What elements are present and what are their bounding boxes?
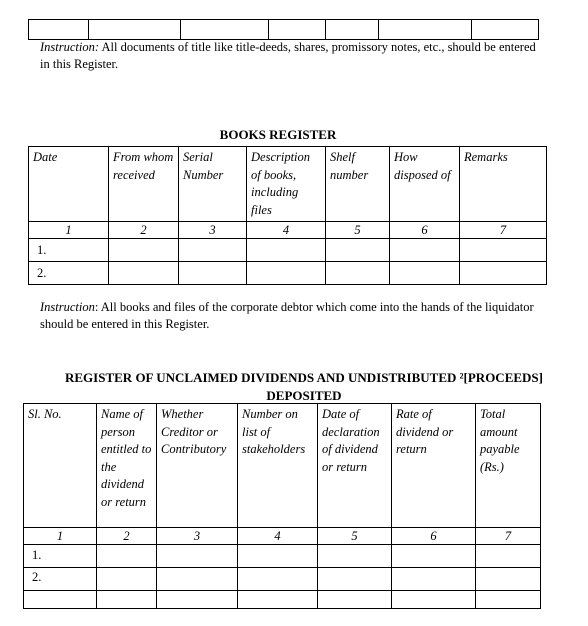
header-remarks: Remarks [460, 147, 547, 222]
table-cell [392, 568, 476, 591]
table-cell [29, 20, 89, 40]
column-number: 2 [97, 528, 157, 545]
header-sl-no: Sl. No. [24, 404, 97, 528]
instruction-text: : All books and files of the corporate debtor which come into the hands of the liquidator should be entered in this Register. [40, 300, 534, 331]
header-from-whom-received: From whom received [109, 147, 179, 222]
table-cell [179, 262, 247, 285]
row-number: 2. [24, 568, 97, 591]
table-cell [326, 20, 379, 40]
header-date: Date [29, 147, 109, 222]
header-how-disposed: How disposed of [390, 147, 460, 222]
table-cell [109, 239, 179, 262]
table-cell [157, 545, 238, 568]
header-total-amount-payable: Total amount payable (Rs.) [476, 404, 541, 528]
table-cell [180, 20, 268, 40]
column-number: 7 [460, 222, 547, 239]
table-cell [318, 568, 392, 591]
table-cell [157, 591, 238, 609]
dividends-register-table [23, 403, 541, 609]
column-number: 3 [179, 222, 247, 239]
table-cell [471, 20, 538, 40]
dividends-title-line2: DEPOSITED [266, 388, 342, 403]
column-number-row [29, 222, 547, 239]
table-cell [460, 239, 547, 262]
table-cell [179, 239, 247, 262]
column-number: 1 [29, 222, 109, 239]
table-cell [88, 20, 180, 40]
row-number: 1. [24, 545, 97, 568]
table-cell [247, 262, 326, 285]
table-row [29, 262, 547, 285]
instruction-books [40, 299, 540, 333]
column-number: 5 [318, 528, 392, 545]
header-name-of-person: Name of person entitled to the dividend or return [97, 404, 157, 528]
column-number-row [24, 528, 541, 545]
instruction-label: Instruction [40, 300, 95, 314]
table-cell [97, 591, 157, 609]
header-rate-of-dividend: Rate of dividend or return [392, 404, 476, 528]
row-number: 1. [29, 239, 109, 262]
table-cell [476, 591, 541, 609]
table-cell [379, 20, 471, 40]
table-row [29, 239, 547, 262]
table-cell [318, 591, 392, 609]
books-register-title: BOOKS REGISTER [219, 127, 337, 142]
table-cell [476, 545, 541, 568]
table-cell [392, 591, 476, 609]
header-creditor-or-contributory: Whether Creditor or Contributory [157, 404, 238, 528]
table-cell [390, 239, 460, 262]
table-cell [390, 262, 460, 285]
instruction-text: All documents of title like title-deeds, shares, promissory notes, etc., should be entered in this Register. [40, 40, 536, 71]
column-number: 5 [326, 222, 390, 239]
table-cell [157, 568, 238, 591]
books-register-table [28, 146, 547, 285]
table-cell [268, 20, 326, 40]
table-cell [326, 239, 390, 262]
table-cell [24, 591, 97, 609]
table-cell [109, 262, 179, 285]
header-serial-number: Serial Number [179, 147, 247, 222]
table-row [24, 545, 541, 568]
dividends-title-line1: REGISTER OF UNCLAIMED DIVIDENDS AND UNDISTRIBUTED ²[PROCEEDS] [65, 370, 543, 385]
table-cell [318, 545, 392, 568]
table-cell [238, 568, 318, 591]
instruction-documents [40, 39, 540, 73]
dividends-register-title [0, 369, 588, 405]
table-cell [392, 545, 476, 568]
header-date-of-declaration: Date of declaration of dividend or return [318, 404, 392, 528]
header-description: Description of books, including files [247, 147, 326, 222]
table-cell [326, 262, 390, 285]
table-row [24, 568, 541, 591]
table-row [24, 591, 541, 609]
table-cell [97, 545, 157, 568]
column-number: 3 [157, 528, 238, 545]
column-number: 6 [390, 222, 460, 239]
column-number: 7 [476, 528, 541, 545]
column-number: 4 [247, 222, 326, 239]
column-number: 2 [109, 222, 179, 239]
table-cell [476, 568, 541, 591]
instruction-label: Instruction: [40, 40, 100, 54]
previous-register-table [28, 19, 539, 40]
column-number: 6 [392, 528, 476, 545]
column-number: 1 [24, 528, 97, 545]
table-cell [460, 262, 547, 285]
column-number: 4 [238, 528, 318, 545]
table-cell [238, 545, 318, 568]
header-shelf-number: Shelf number [326, 147, 390, 222]
table-cell [238, 591, 318, 609]
table-cell [247, 239, 326, 262]
row-number: 2. [29, 262, 109, 285]
header-number-on-list: Number on list of stakeholders [238, 404, 318, 528]
table-cell [97, 568, 157, 591]
